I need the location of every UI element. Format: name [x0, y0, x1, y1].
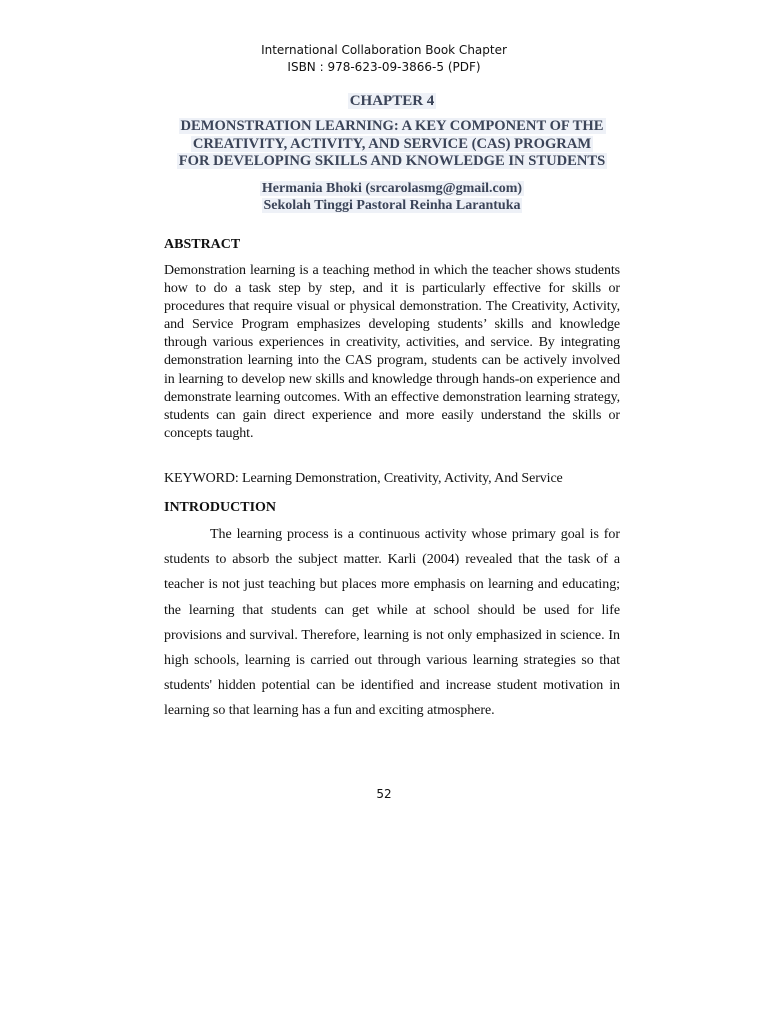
chapter-title-line	[160, 153, 624, 171]
chapter-title-line-1: DEMONSTRATION LEARNING: A KEY COMPONENT OF THE	[180, 118, 604, 134]
chapter-title-line	[160, 136, 624, 154]
page-number: 52	[376, 787, 392, 801]
author-line	[160, 180, 624, 197]
affiliation-line	[160, 197, 624, 214]
chapter-title-line	[160, 118, 624, 136]
chapter-label-text: CHAPTER 4	[349, 93, 435, 109]
chapter-title-line-3: FOR DEVELOPING SKILLS AND KNOWLEDGE IN STUDENTS	[178, 153, 606, 169]
author-affiliation: Sekolah Tinggi Pastoral Reinha Larantuka	[263, 198, 521, 213]
chapter-label	[160, 92, 624, 110]
author-block	[160, 180, 624, 214]
abstract-heading: ABSTRACT	[164, 237, 241, 252]
header-isbn: ISBN : 978-623-09-3866-5 (PDF)	[287, 60, 481, 74]
introduction-paragraph: The learning process is a continuous activity whose primary goal is for students to absorb the subject matter. Karli (2004) revealed that the task of a teacher is not just teaching but places more emphasis on learning and educating; the learning that students can get while at school should be used for life provisions and survival. Therefore, learning is not only emphasized in science. In high schools, learning is carried out through various learning strategies so that students' hidden potential can be identified and increase student motivation in learning so that learning has a fun and exciting atmosphere.	[164, 527, 620, 719]
header-book-title: International Collaboration Book Chapter	[261, 43, 507, 57]
author-name: Hermania Bhoki (srcarolasmg@gmail.com)	[261, 181, 523, 196]
keywords-line: KEYWORD: Learning Demonstration, Creativity, Activity, And Service	[164, 471, 563, 486]
chapter-title	[160, 118, 624, 171]
introduction-heading: INTRODUCTION	[164, 500, 277, 515]
abstract-paragraph: Demonstration learning is a teaching method in which the teacher shows students how to do a task step by step, and it is particularly effective for skills or procedures that require visual or physical demonstration. The Creativity, Activity, and Service Program emphasizes developing students’ skills and knowledge through various experiences in creativity, activities, and service. By integrating demonstration learning into the CAS program, students can be actively involved in learning to develop new skills and knowledge through hands-on experience and demonstrate learning outcomes. With an effective demonstration learning strategy, students can gain direct experience and more easily understand the skills or concepts taught.	[164, 263, 620, 441]
chapter-title-line-2: CREATIVITY, ACTIVITY, AND SERVICE (CAS) PROGRAM	[192, 135, 592, 152]
